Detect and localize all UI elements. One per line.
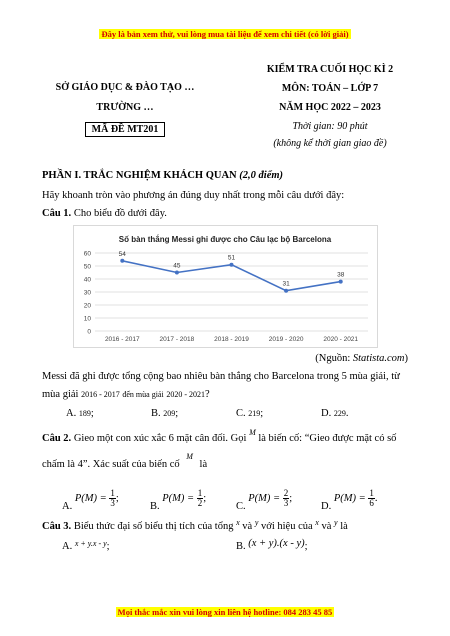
y-tick-label-10: 10 (83, 315, 91, 323)
x-tick-label-3: 2019 - 2020 (268, 336, 304, 343)
q3-option-b-end: ; (304, 541, 308, 552)
question-2-var: M (249, 428, 256, 437)
q2-option-a-num: 1 (110, 488, 115, 498)
q2-option-d[interactable] (321, 488, 378, 512)
q2-option-c-letter: C. (236, 500, 246, 512)
y-tick-label-20: 20 (83, 302, 91, 310)
q2-option-a-lhs: P(M) = (74, 492, 107, 504)
section-title (42, 170, 283, 181)
q1-option-b[interactable] (151, 408, 178, 419)
y-tick-label-60: 60 (83, 250, 91, 258)
q3-option-a-expr: x + y.x - y (74, 539, 107, 548)
question-3-label: Câu 3. (42, 521, 72, 532)
exam-code-box (25, 119, 225, 137)
q2-option-b-letter: B. (150, 500, 160, 512)
source-suffix: ) (404, 353, 408, 364)
q2-option-d-num: 1 (369, 488, 374, 498)
y-tick-label-30: 30 (83, 289, 91, 297)
question-3-line (42, 520, 348, 534)
q3-option-b[interactable] (236, 538, 308, 552)
question-3-x-2: x (315, 518, 319, 527)
q1-season-from: 2016 - 2017 (81, 390, 120, 399)
question-3-y-2: y (334, 518, 338, 527)
question-3-and-2: và (321, 521, 332, 532)
data-point-0 (120, 259, 124, 263)
exam-title: KIỂM TRA CUỐI HỌC KÌ 2 (266, 64, 394, 75)
question-3-text-a: Biểu thức đại số biểu thị tích của tổng (73, 521, 234, 532)
q2-option-c-end: ; (289, 492, 293, 504)
question-1-body-line1: Messi đã ghi được tổng cộng bao nhiêu bàn thắng cho Barcelona trong 5 mùa giải, từ (42, 371, 400, 382)
question-2-label: Câu 2. (42, 433, 72, 444)
q2-option-a-end: ; (115, 492, 119, 504)
q1-option-d-value: 229 (333, 409, 346, 418)
q2-option-d-den: 6 (369, 498, 374, 508)
section-points: (2,0 điểm) (239, 170, 284, 181)
q2-option-c[interactable] (236, 488, 293, 512)
section-instruction: Hãy khoanh tròn vào phương án đúng duy nhất trong mỗi câu dưới đây: (42, 190, 345, 201)
school-name: TRƯỜNG … (96, 102, 154, 113)
question-1-text: Cho biểu đồ dưới đây. (73, 208, 167, 219)
q1-option-c-letter: C. (236, 408, 246, 419)
question-2-line1 (42, 428, 397, 446)
data-point-2 (230, 263, 234, 267)
q1-option-a-value: 189 (78, 409, 91, 418)
q2-option-d-letter: D. (321, 500, 332, 512)
question-3-text-b: với hiệu của (261, 521, 313, 532)
q2-option-a-den: 3 (110, 498, 115, 508)
source-prefix: (Nguồn: (315, 353, 353, 364)
data-label-2: 51 (227, 254, 236, 262)
data-point-1 (175, 271, 179, 275)
preview-banner (0, 29, 450, 39)
y-tick-label-50: 50 (83, 263, 91, 271)
q1-line2-a: mùa giải (42, 389, 79, 400)
q3-option-a-end: ; (106, 541, 110, 552)
exam-subject: MÔN: TOÁN – LỚP 7 (281, 83, 379, 94)
source-name: Statista.com (352, 353, 405, 364)
q1-option-a-end: ; (90, 408, 94, 419)
q1-option-c-end: ; (260, 408, 264, 419)
q3-option-a[interactable] (62, 541, 110, 552)
q2-option-c-lhs: P(M) = (248, 492, 281, 504)
q1-option-d-end: . (345, 408, 349, 419)
question-2-var-2: M (186, 452, 193, 461)
question-3-x: x (236, 518, 240, 527)
q2-option-b-den: 2 (197, 498, 203, 508)
question-3-y: y (254, 518, 259, 527)
data-label-4: 38 (337, 271, 345, 279)
q1-option-d[interactable] (321, 408, 348, 419)
q1-option-b-end: ; (175, 408, 179, 419)
data-point-3 (284, 289, 288, 293)
hotline-banner-text: Mọi thắc mắc xin vui lòng xin liên hệ hotline: 084 283 45 85 (117, 607, 333, 617)
q1-line2-b: đến mùa giải (122, 390, 164, 399)
q2-option-b-end: ; (203, 492, 207, 504)
hotline-banner (0, 607, 450, 617)
data-label-3: 31 (282, 280, 290, 288)
q2-option-b-num: 1 (197, 488, 203, 498)
question-3-text-c: là (340, 521, 348, 532)
q3-option-b-letter: B. (236, 541, 246, 552)
question-1-label: Câu 1. (42, 208, 72, 219)
q2-option-c-den: 3 (283, 498, 289, 508)
section-title-text: PHẦN I. TRẮC NGHIỆM KHÁCH QUAN (42, 170, 237, 181)
y-tick-label-0: 0 (87, 328, 91, 336)
q2-option-d-end: . (374, 492, 378, 504)
q1-season-to: 2020 - 2021 (166, 390, 205, 399)
q2-option-d-lhs: P(M) = (333, 492, 366, 504)
exam-time-note: (không kể thời gian giao đề) (273, 138, 387, 149)
q2-option-a-letter: A. (62, 500, 73, 512)
department-name: SỞ GIÁO DỤC & ĐÀO TẠO … (55, 82, 195, 93)
chart-source (315, 352, 408, 366)
chart-title: Số bàn thắng Messi ghi được cho Câu lạc bộ Barcelona (118, 235, 332, 244)
question-2-text-b: là biến cố: “Gieo được mặt có số (258, 433, 397, 444)
q1-option-d-letter: D. (321, 408, 332, 419)
q3-option-a-letter: A. (62, 541, 73, 552)
q2-option-a[interactable] (62, 488, 119, 512)
q2-option-b-lhs: P(M) = (162, 492, 195, 504)
x-tick-label-2: 2018 - 2019 (214, 336, 249, 343)
question-1-intro (42, 207, 167, 221)
y-tick-label-40: 40 (83, 276, 91, 284)
question-2-line2-b: là (199, 459, 208, 470)
x-tick-label-0: 2016 - 2017 (104, 336, 140, 343)
q2-option-b[interactable] (150, 488, 207, 512)
exam-year: NĂM HỌC 2022 – 2023 (279, 102, 381, 113)
q1-option-a-letter: A. (66, 408, 77, 419)
q1-option-b-value: 209 (163, 409, 176, 418)
question-2-line2-a: chấm là 4”. Xác suất của biến cố (42, 459, 180, 470)
exam-time: Thời gian: 90 phút (292, 121, 368, 132)
question-2-line2 (42, 452, 208, 472)
data-point-4 (339, 280, 343, 284)
q1-option-b-letter: B. (151, 408, 161, 419)
data-label-0: 54 (118, 250, 126, 258)
q1-option-c[interactable] (236, 408, 263, 419)
x-tick-label-1: 2017 - 2018 (159, 336, 195, 343)
exam-code: MÃ ĐỀ MT201 (85, 122, 166, 137)
data-label-1: 45 (173, 262, 181, 270)
q1-option-a[interactable] (66, 408, 94, 419)
q3-option-b-expr: (x + y).(x - y) (248, 538, 305, 549)
goals-chart (73, 225, 378, 348)
question-1-body-line2 (42, 388, 210, 402)
q1-option-c-value: 219 (248, 409, 261, 418)
q2-option-c-num: 2 (283, 488, 289, 498)
q1-line2-c: ? (205, 389, 210, 400)
preview-banner-text: Đây là bản xem thử, vui lòng mua tài liệu để xem chi tiết (có lời giải) (101, 29, 349, 39)
question-2-text-a: Gieo một con xúc xắc 6 mặt cân đối. Gọi (73, 433, 247, 444)
x-tick-label-4: 2020 - 2021 (323, 336, 359, 343)
question-3-and: và (242, 521, 253, 532)
